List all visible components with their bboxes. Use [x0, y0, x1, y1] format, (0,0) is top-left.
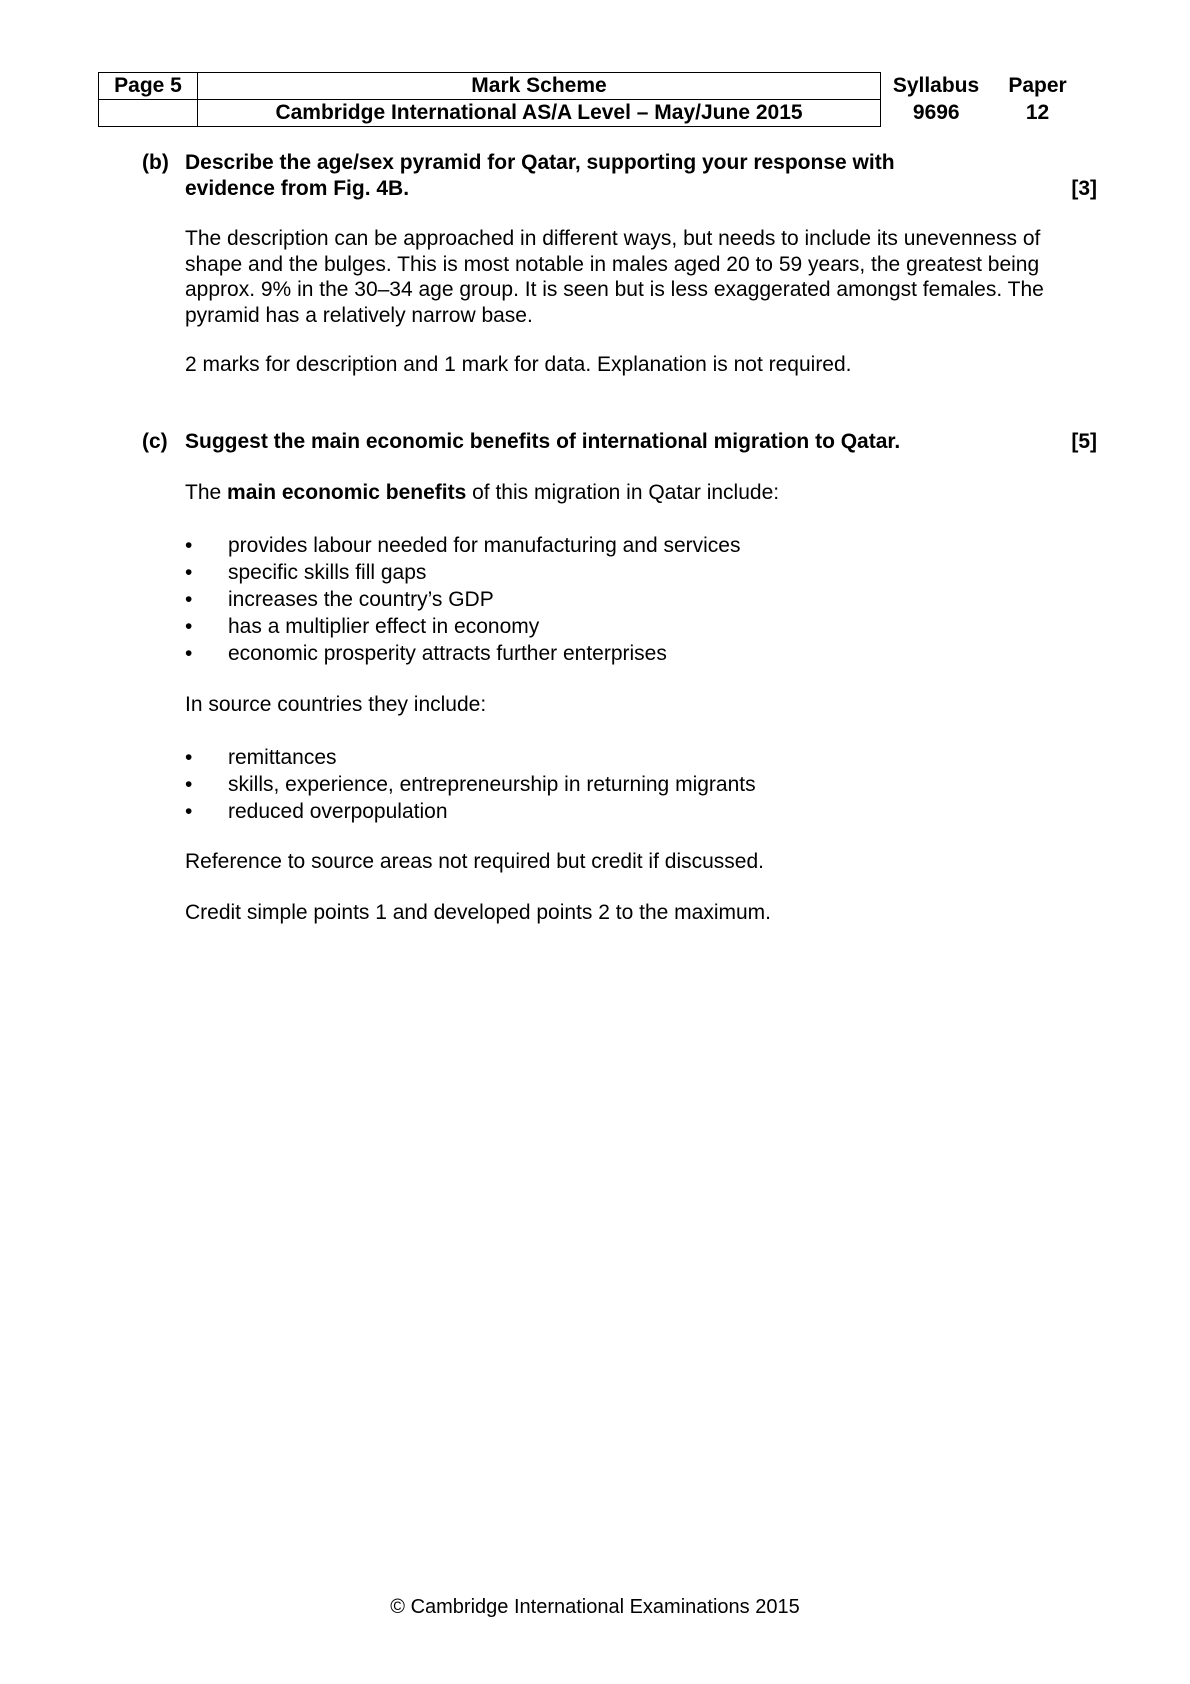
qatar-benefits-list: [185, 532, 740, 667]
paper-label: Paper: [1008, 74, 1067, 97]
page-number: Page 5: [99, 73, 198, 100]
doc-subtitle: Cambridge International AS/A Level – May/June 2015: [198, 100, 881, 127]
question-b-text: [185, 150, 1025, 202]
header-empty-cell: [99, 100, 198, 127]
question-b-answer: The description can be approached in different ways, but needs to include its unevenness of shape and the bulges. This is most notable in males aged 20 to 59 years, the greatest being approx. 9% in the 30–34 age group. It is seen but is less exaggerated amongst females. The pyramid has a relatively narrow base.: [185, 227, 1044, 327]
question-c-label: (c): [142, 430, 168, 453]
syllabus-label: Syllabus: [892, 74, 980, 97]
question-b-label: (b): [142, 151, 169, 174]
question-b-line1: Describe the age/sex pyramid for Qatar, supporting your response with: [185, 151, 895, 174]
question-b-marks: [3]: [1071, 177, 1097, 200]
list-item: • provides labour needed for manufacturing and services: [185, 534, 741, 557]
doc-title: Mark Scheme: [198, 73, 881, 100]
list-item: • reduced overpopulation: [185, 800, 448, 823]
list-item: • remittances: [185, 746, 337, 769]
question-c-marks: [5]: [1071, 430, 1097, 453]
intro-pre: The: [185, 481, 228, 504]
question-b-line2: evidence from Fig. 4B.: [185, 177, 410, 200]
question-c-text: Suggest the main economic benefits of international migration to Qatar.: [185, 430, 901, 453]
header-table: [98, 72, 1084, 126]
source-countries-intro: In source countries they include:: [185, 693, 487, 716]
intro-post: of this migration in Qatar include:: [466, 481, 780, 504]
list-item: • has a multiplier effect in economy: [185, 615, 540, 638]
syllabus-value: 9696: [912, 101, 960, 124]
source-areas-note: Reference to source areas not required but credit if discussed.: [185, 850, 764, 873]
copyright-footer: © Cambridge International Examinations 2015: [390, 1596, 800, 1618]
paper-value: 12: [1025, 101, 1050, 124]
list-item: • skills, experience, entrepreneurship in returning migrants: [185, 773, 756, 796]
list-item: • economic prosperity attracts further enterprises: [185, 642, 667, 665]
list-item: • increases the country’s GDP: [185, 588, 494, 611]
source-benefits-list: [185, 744, 756, 825]
credit-note: Credit simple points 1 and developed points 2 to the maximum.: [185, 901, 771, 924]
question-b-mark-guidance: 2 marks for description and 1 mark for data. Explanation is not required.: [185, 353, 852, 376]
list-item: • specific skills fill gaps: [185, 561, 427, 584]
question-c-intro: [185, 480, 1095, 506]
intro-bold: main economic benefits: [227, 481, 467, 504]
